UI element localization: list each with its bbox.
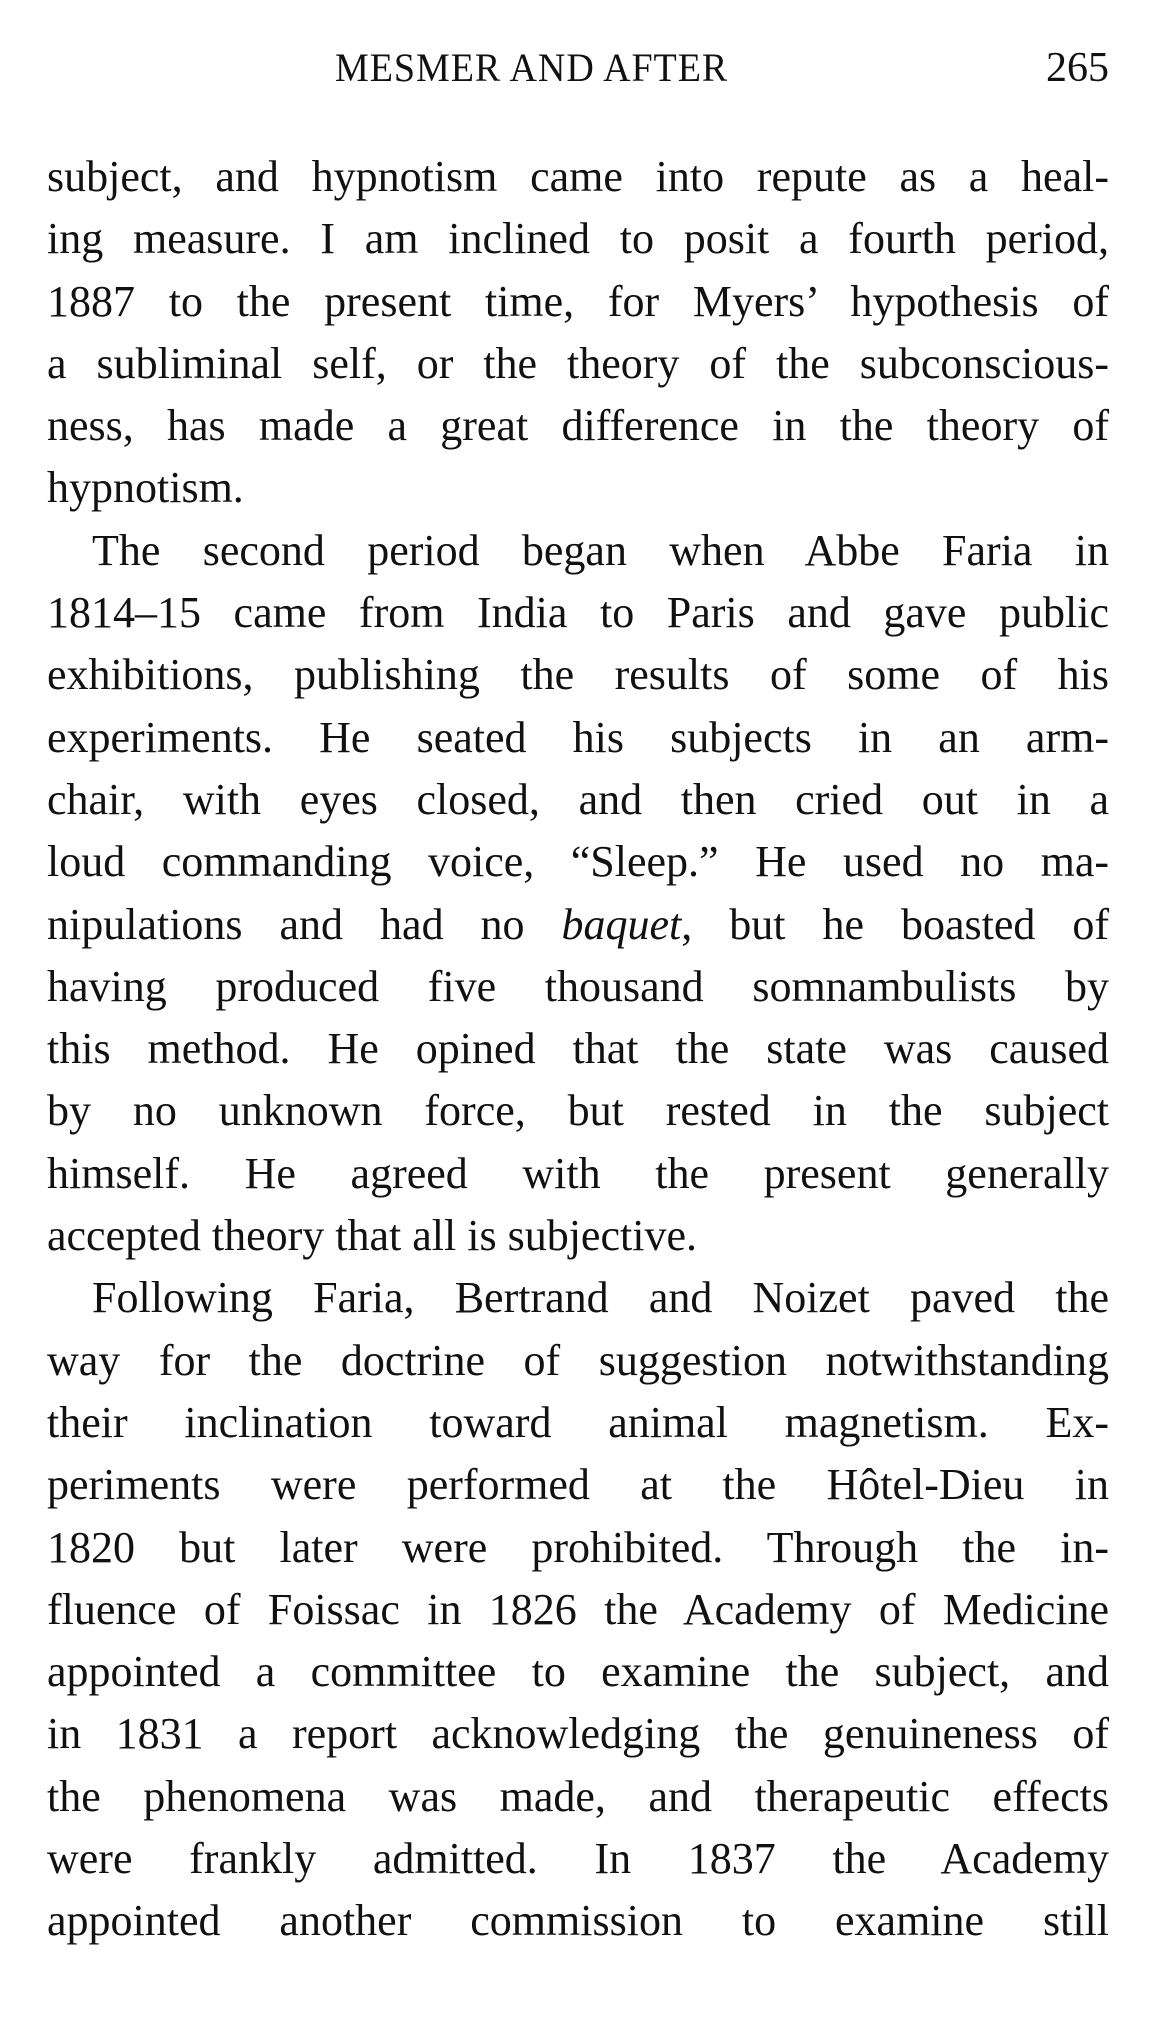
line-text: by no unknown force, but rested in the subject: [47, 1086, 1109, 1136]
italic-term: baquet: [561, 899, 682, 949]
line-text: having produced five thousand somnambulists by: [47, 961, 1109, 1011]
line-text: were frankly admitted. In 1837 the Academy: [47, 1834, 1109, 1884]
text-line: [47, 1143, 1109, 1205]
line-text: ing measure. I am inclined to posit a fourth period,: [47, 214, 1109, 264]
line-text: hypnotism.: [47, 463, 244, 513]
line-text: this method. He opined that the state was caused: [47, 1024, 1109, 1074]
text-line: [47, 1703, 1109, 1765]
text-line: [47, 1579, 1109, 1641]
line-text: 1814–15 came from India to Paris and gave public: [47, 588, 1109, 638]
line-text: accepted theory that all is subjective.: [47, 1211, 697, 1261]
line-text: appointed another commission to examine still: [47, 1896, 1109, 1946]
text-line: [47, 208, 1109, 270]
line-text: The second period began when Abbe Faria in: [92, 525, 1109, 575]
text-line: [47, 769, 1109, 831]
line-text: fluence of Foissac in 1826 the Academy of Medicine: [47, 1584, 1109, 1634]
text-line: [47, 520, 1109, 582]
line-text: exhibitions, publishing the results of some of his: [47, 650, 1109, 700]
text-line: [47, 1205, 1109, 1267]
line-text: a subliminal self, or the theory of the subconscious-: [47, 338, 1109, 388]
text-line: [47, 1267, 1109, 1329]
text-line: [47, 1080, 1109, 1142]
text-segment: , but he boasted of: [681, 899, 1109, 949]
line-text: their inclination toward animal magnetism. Ex-: [47, 1397, 1109, 1447]
running-head: [47, 44, 1109, 94]
line-text: way for the doctrine of suggestion notwithstanding: [47, 1335, 1109, 1385]
text-line: [47, 1454, 1109, 1516]
text-line: [47, 894, 1109, 956]
line-text: appointed a committee to examine the subject, and: [47, 1647, 1109, 1697]
text-line: [47, 1018, 1109, 1080]
text-line: [47, 1392, 1109, 1454]
line-text: loud commanding voice, “Sleep.” He used no ma-: [47, 837, 1109, 887]
running-head-title: MESMER AND AFTER: [335, 45, 729, 90]
line-text: periments were performed at the Hôtel-Dieu in: [47, 1460, 1109, 1510]
text-line: [47, 1890, 1109, 1952]
text-line: [47, 831, 1109, 893]
text-line: [47, 707, 1109, 769]
line-text: Following Faria, Bertrand and Noizet paved the: [92, 1273, 1109, 1323]
text-line: [47, 146, 1109, 208]
text-line: [47, 956, 1109, 1018]
body-text: [47, 146, 1109, 1953]
line-text: the phenomena was made, and therapeutic effects: [47, 1771, 1109, 1821]
text-line: [47, 1517, 1109, 1579]
line-text: himself. He agreed with the present generally: [47, 1148, 1109, 1198]
text-line: [47, 1766, 1109, 1828]
text-line: [47, 1828, 1109, 1890]
text-line: [47, 333, 1109, 395]
text-line: [47, 271, 1109, 333]
text-line: [47, 1641, 1109, 1703]
line-text: experiments. He seated his subjects in an arm-: [47, 712, 1109, 762]
line-text: 1887 to the present time, for Myers’ hypothesis of: [47, 276, 1109, 326]
line-text: [47, 894, 1109, 956]
line-text: chair, with eyes closed, and then cried out in a: [47, 774, 1109, 824]
text-line: [47, 644, 1109, 706]
text-line: [47, 582, 1109, 644]
line-text: in 1831 a report acknowledging the genuineness of: [47, 1709, 1109, 1759]
line-text: subject, and hypnotism came into repute as a heal-: [47, 152, 1109, 201]
text-line: [47, 395, 1109, 457]
page-number: 265: [1046, 45, 1109, 91]
text-line: [47, 1330, 1109, 1392]
line-text: ness, has made a great difference in the theory of: [47, 401, 1109, 451]
text-line: [47, 457, 1109, 519]
line-text: 1820 but later were prohibited. Through the in-: [47, 1522, 1109, 1572]
text-segment: nipulations and had no: [47, 899, 562, 949]
